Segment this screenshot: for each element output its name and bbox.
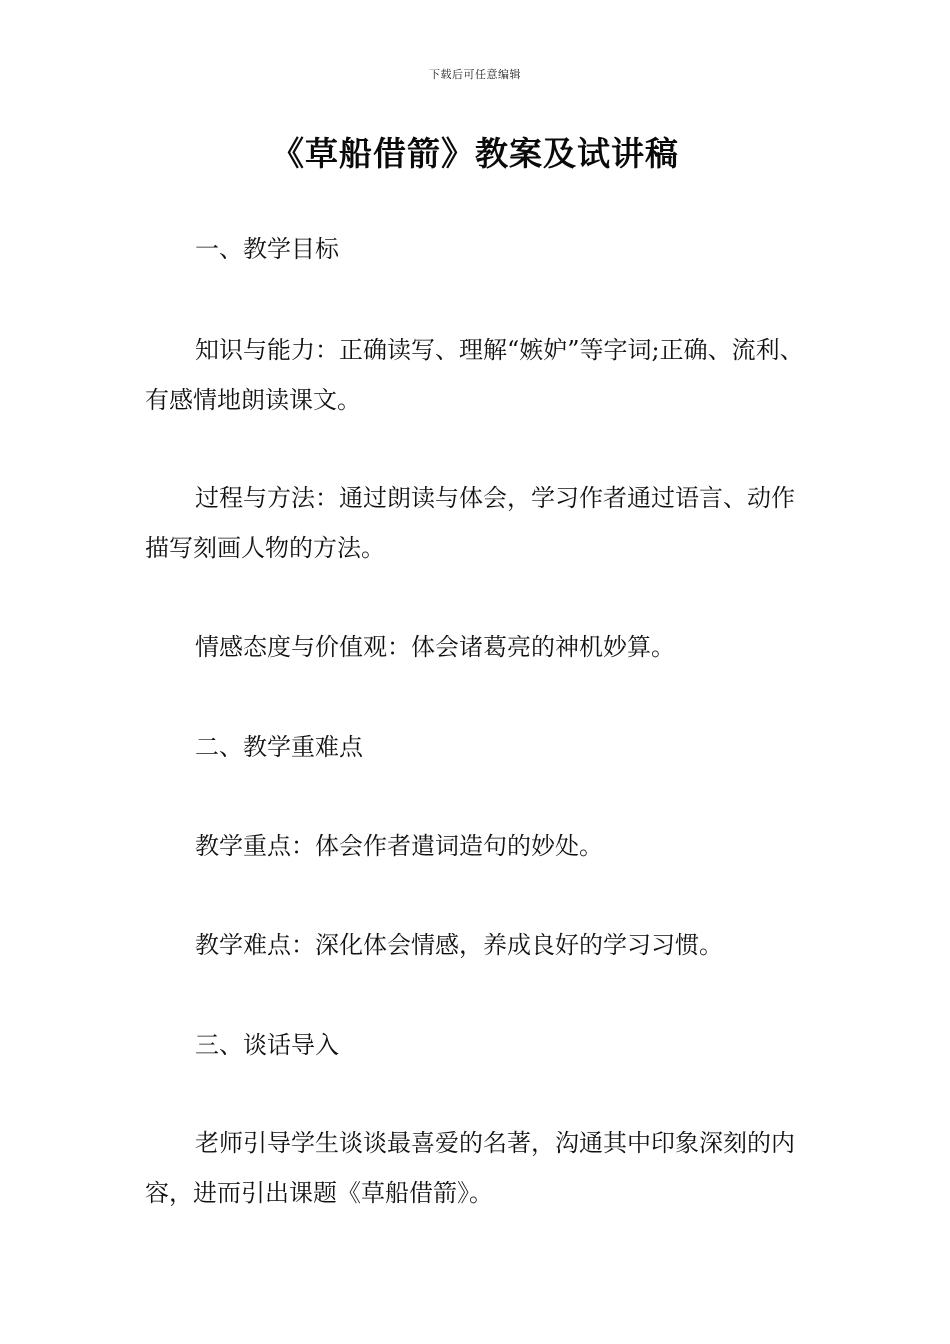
paragraph-emotion: 情感态度与价值观：体会诸葛亮的神机妙算。 [195, 633, 675, 661]
paragraph-difficult-point: 教学难点：深化体会情感，养成良好的学习习惯。 [195, 931, 723, 959]
header-note: 下载后可任意编辑 [429, 68, 521, 81]
paragraph-knowledge: 知识与能力：正确读写、理解“嫉妒”等字词;正确、流利、有感情地朗读课文。 [145, 336, 804, 414]
paragraph-key-point: 教学重点：体会作者遣词造句的妙处。 [195, 832, 603, 860]
section-heading-objectives: 一、教学目标 [195, 235, 339, 263]
paragraph-process: 过程与方法：通过朗读与体会，学习作者通过语言、动作描写刻画人物的方法。 [145, 484, 795, 562]
document-title: 《草船借箭》教案及试讲稿 [271, 134, 679, 173]
section-heading-introduction: 三、谈话导入 [195, 1031, 339, 1059]
paragraph-introduction: 老师引导学生谈谈最喜爱的名著，沟通其中印象深刻的内容，进而引出课题《草船借箭》。 [145, 1129, 795, 1207]
section-heading-key-points: 二、教学重难点 [195, 733, 363, 761]
